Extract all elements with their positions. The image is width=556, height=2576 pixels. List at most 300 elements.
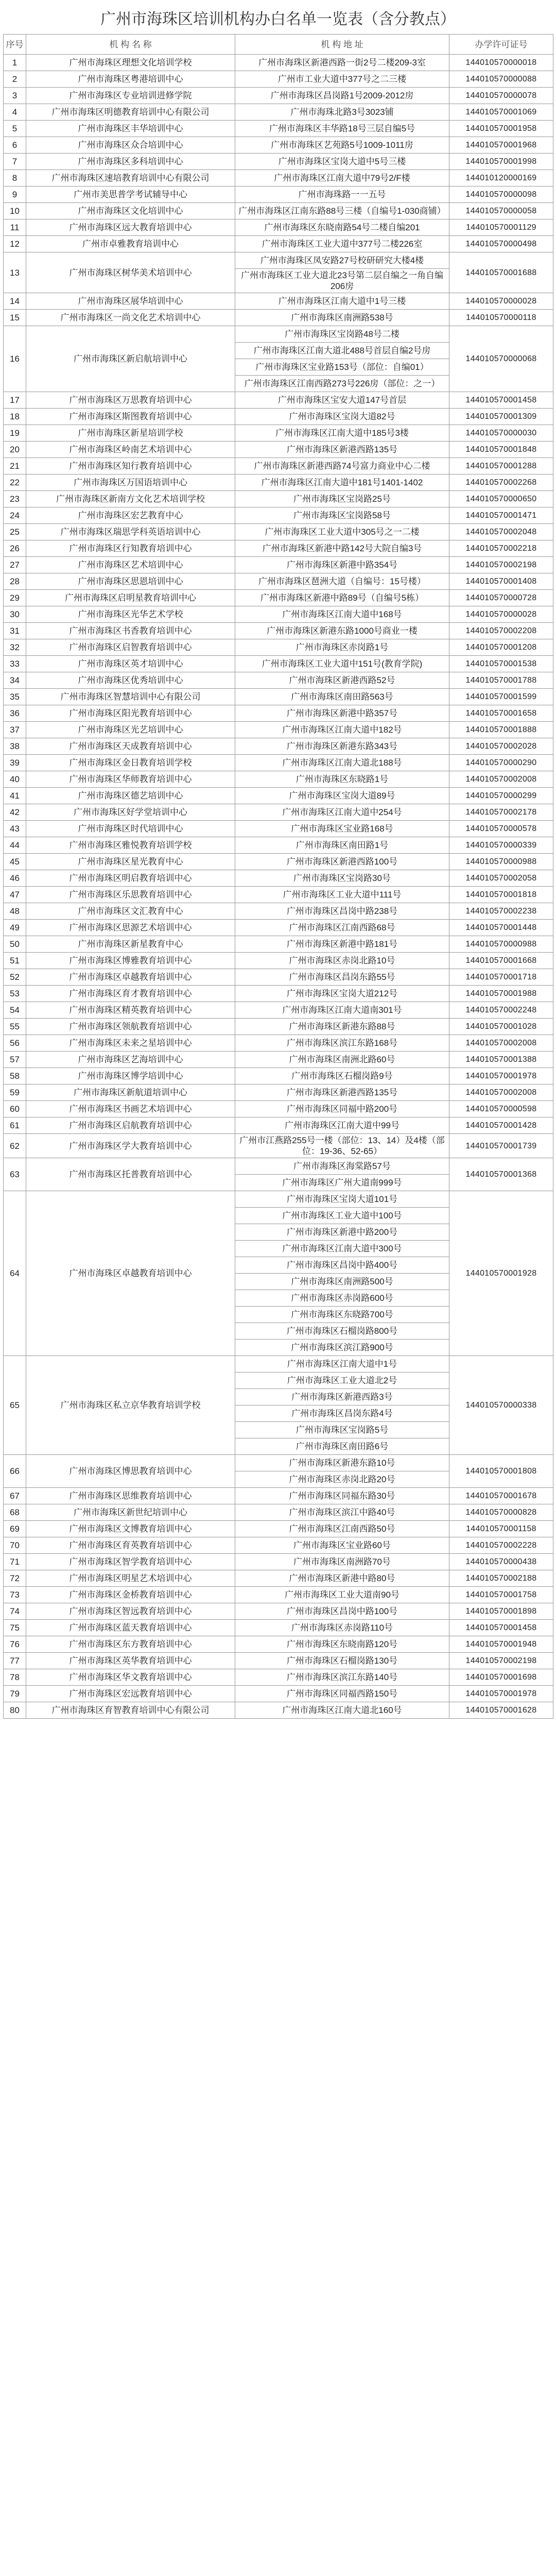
table-row bbox=[4, 1537, 553, 1554]
row-index: 34 bbox=[4, 672, 26, 689]
table-row bbox=[4, 903, 553, 920]
institution-address: 广州市海珠区江南大道中1号三楼 bbox=[235, 293, 449, 310]
license-number: 144010570000088 bbox=[449, 71, 553, 88]
table-row bbox=[4, 219, 553, 236]
institution-address: 广州市海珠区南洲路538号 bbox=[235, 310, 449, 326]
institution-address: 广州市海珠区凤安路27号校研研究大楼4楼 bbox=[235, 252, 449, 269]
institution-name: 广州市海珠区速培教育培训中心有限公司 bbox=[26, 170, 235, 187]
row-index: 37 bbox=[4, 722, 26, 738]
institution-name: 广州市海珠区远大教育培训中心 bbox=[26, 219, 235, 236]
institution-name: 广州市海珠区博雅教育培训中心 bbox=[26, 953, 235, 969]
institution-address: 广州市海珠区广州大道南999号 bbox=[235, 1175, 449, 1191]
table-row bbox=[4, 656, 553, 672]
license-number: 144010570001668 bbox=[449, 953, 553, 969]
license-number: 144010570001288 bbox=[449, 458, 553, 474]
institution-address: 广州市海珠区宝业路60号 bbox=[235, 1537, 449, 1554]
institution-address: 广州市海珠区江南大道中300号 bbox=[235, 1241, 449, 1257]
institution-address: 广州市海珠区江南大道中181号1401-1402 bbox=[235, 474, 449, 491]
table-row bbox=[4, 1002, 553, 1019]
institution-name: 广州市海珠区思恩培训中心 bbox=[26, 573, 235, 590]
institution-address: 广州市海珠区宝岗大道中5号三楼 bbox=[235, 154, 449, 170]
license-number: 144010570000338 bbox=[449, 1356, 553, 1455]
institution-address: 广州市海珠区石榴岗路9号 bbox=[235, 1068, 449, 1084]
institution-name: 广州市海珠区好学堂培训中心 bbox=[26, 804, 235, 821]
license-number: 144010570002178 bbox=[449, 804, 553, 821]
table-row bbox=[4, 104, 553, 121]
institution-name: 广州市海珠区英才培训中心 bbox=[26, 656, 235, 672]
institution-name: 广州市海珠区思维教育培训中心 bbox=[26, 1488, 235, 1504]
institution-address: 广州市海珠区新港中路200号 bbox=[235, 1224, 449, 1241]
license-number: 144010570002008 bbox=[449, 771, 553, 788]
institution-address: 广州市海珠区江南大道中254号 bbox=[235, 804, 449, 821]
institution-name: 广州市海珠区学大教育培训中心 bbox=[26, 1134, 235, 1158]
table-row bbox=[4, 623, 553, 639]
table-row bbox=[4, 755, 553, 771]
institution-address: 广州市海珠区南田路6号 bbox=[235, 1438, 449, 1455]
license-number: 144010570001788 bbox=[449, 672, 553, 689]
institution-name: 广州市海珠区斯图教育培训中心 bbox=[26, 409, 235, 425]
institution-name: 广州市海珠区思源艺术培训中心 bbox=[26, 920, 235, 936]
license-number: 144010570002058 bbox=[449, 870, 553, 887]
institution-name: 广州市海珠区新南方文化艺术培训学校 bbox=[26, 491, 235, 507]
table-row bbox=[4, 1488, 553, 1504]
license-number: 144010570001388 bbox=[449, 1052, 553, 1068]
institution-address: 广州市海珠区石榴岗路130号 bbox=[235, 1653, 449, 1669]
license-number: 144010570001888 bbox=[449, 722, 553, 738]
institution-name: 广州市海珠区新世纪培训中心 bbox=[26, 1504, 235, 1521]
license-number: 144010570001978 bbox=[449, 1068, 553, 1084]
license-number: 144010570001678 bbox=[449, 1488, 553, 1504]
institution-address: 广州市工业大道中377号之二三楼 bbox=[235, 71, 449, 88]
row-index: 41 bbox=[4, 788, 26, 804]
table-row bbox=[4, 722, 553, 738]
institution-name: 广州市海珠区明星艺术培训中心 bbox=[26, 1570, 235, 1587]
institution-name: 广州市海珠区万国语培训中心 bbox=[26, 474, 235, 491]
institution-name: 广州市海珠区智远教育培训中心 bbox=[26, 1603, 235, 1620]
license-number: 144010570000290 bbox=[449, 755, 553, 771]
row-index: 21 bbox=[4, 458, 26, 474]
license-number: 144010570002238 bbox=[449, 903, 553, 920]
row-index: 4 bbox=[4, 104, 26, 121]
institution-name: 广州市海珠区行知教育培训中心 bbox=[26, 540, 235, 557]
institution-address: 广州市海珠区丰华路18号三层自编5号 bbox=[235, 121, 449, 137]
institution-address: 广州市海珠区新港中路181号 bbox=[235, 936, 449, 953]
table-row bbox=[4, 293, 553, 310]
institution-address: 广州市海珠区江南大道北160号 bbox=[235, 1702, 449, 1719]
institution-address: 广州市海珠区新港东路1000号商业一楼 bbox=[235, 623, 449, 639]
row-index: 17 bbox=[4, 392, 26, 409]
institution-address: 广州市海珠区赤岗北路20号 bbox=[235, 1471, 449, 1488]
institution-name: 广州市海珠区文化培训中心 bbox=[26, 203, 235, 219]
license-number: 144010570001129 bbox=[449, 219, 553, 236]
institution-address: 广州市海珠区昌岗中路238号 bbox=[235, 903, 449, 920]
row-index: 12 bbox=[4, 236, 26, 252]
institution-address: 广州市海珠区同福中路200号 bbox=[235, 1101, 449, 1117]
table-row bbox=[4, 442, 553, 458]
institution-name: 广州市海珠区新启航培训中心 bbox=[26, 326, 235, 392]
institution-address: 广州市海珠区赤岗路110号 bbox=[235, 1620, 449, 1636]
table-row bbox=[4, 252, 553, 269]
row-index: 49 bbox=[4, 920, 26, 936]
institution-name: 广州市海珠区智学教育培训中心 bbox=[26, 1554, 235, 1570]
row-index: 13 bbox=[4, 252, 26, 293]
license-number: 144010570001599 bbox=[449, 689, 553, 705]
row-index: 16 bbox=[4, 326, 26, 392]
row-index: 54 bbox=[4, 1002, 26, 1019]
row-index: 22 bbox=[4, 474, 26, 491]
table-row bbox=[4, 573, 553, 590]
institution-name: 广州市海珠区智慧培训中心有限公司 bbox=[26, 689, 235, 705]
institution-address: 广州市海珠区新港西路135号 bbox=[235, 1084, 449, 1101]
license-number: 144010570000988 bbox=[449, 854, 553, 870]
institution-name: 广州市海珠区卓越教育培训中心 bbox=[26, 969, 235, 986]
license-number: 144010570002248 bbox=[449, 1002, 553, 1019]
row-index: 35 bbox=[4, 689, 26, 705]
license-number: 144010570002188 bbox=[449, 1570, 553, 1587]
institution-name: 广州市海珠区新星教育中心 bbox=[26, 936, 235, 953]
license-number: 144010570002268 bbox=[449, 474, 553, 491]
institution-address: 广州市海珠区工业大道中377号二楼226室 bbox=[235, 236, 449, 252]
table-row bbox=[4, 1504, 553, 1521]
row-index: 66 bbox=[4, 1455, 26, 1488]
table-row bbox=[4, 507, 553, 524]
row-index: 36 bbox=[4, 705, 26, 722]
institution-address: 广州市海珠区新港西路74号富力商业中心二楼 bbox=[235, 458, 449, 474]
institution-address: 广州市海珠区新港中路89号（自编号5栋） bbox=[235, 590, 449, 606]
row-index: 51 bbox=[4, 953, 26, 969]
license-number: 144010570001698 bbox=[449, 1669, 553, 1686]
table-row bbox=[4, 590, 553, 606]
row-index: 71 bbox=[4, 1554, 26, 1570]
institution-address: 广州市海珠区江南大道中1号 bbox=[235, 1356, 449, 1372]
institution-name: 广州市海珠区启智教育培训中心 bbox=[26, 639, 235, 656]
institution-address: 广州市海珠区东晓南路120号 bbox=[235, 1636, 449, 1653]
row-index: 5 bbox=[4, 121, 26, 137]
row-index: 25 bbox=[4, 524, 26, 540]
row-index: 23 bbox=[4, 491, 26, 507]
institution-address: 广州市海珠区同福西路150号 bbox=[235, 1686, 449, 1702]
table-row bbox=[4, 154, 553, 170]
table-row bbox=[4, 788, 553, 804]
institution-address: 广州市海珠区南洲北路60号 bbox=[235, 1052, 449, 1068]
table-row bbox=[4, 1019, 553, 1035]
license-number: 144010570000068 bbox=[449, 326, 553, 392]
institution-address: 广州市海珠区宝安大道147号首层 bbox=[235, 392, 449, 409]
table-row bbox=[4, 1356, 553, 1372]
license-number: 144010570001538 bbox=[449, 656, 553, 672]
table-row bbox=[4, 1052, 553, 1068]
table-row bbox=[4, 310, 553, 326]
institution-name: 广州市海珠区树华美术培训中心 bbox=[26, 252, 235, 293]
table-row bbox=[4, 1455, 553, 1471]
institution-address: 广州市海珠区江南大道北488号首层自编2号房 bbox=[235, 343, 449, 359]
license-number: 144010570000339 bbox=[449, 837, 553, 854]
institution-name: 广州市海珠区展华培训中心 bbox=[26, 293, 235, 310]
row-index: 59 bbox=[4, 1084, 26, 1101]
license-number: 144010570001208 bbox=[449, 639, 553, 656]
institution-address: 广州市海珠区工业大道北2号 bbox=[235, 1372, 449, 1389]
institution-name: 广州市海珠区博思教育培训中心 bbox=[26, 1455, 235, 1488]
institution-name: 广州市海珠区育智教育培训中心有限公司 bbox=[26, 1702, 235, 1719]
license-number: 144010570001428 bbox=[449, 1117, 553, 1134]
institution-address: 广州市海珠区工业大道中100号 bbox=[235, 1208, 449, 1224]
institution-name: 广州市海珠区雅悦教育培训学校 bbox=[26, 837, 235, 854]
column-header-name: 机 构 名 称 bbox=[26, 35, 235, 55]
license-number: 144010570001471 bbox=[449, 507, 553, 524]
institution-address: 广州市海珠区石榴岗路800号 bbox=[235, 1323, 449, 1340]
table-row bbox=[4, 540, 553, 557]
institution-name: 广州市海珠区时代培训中心 bbox=[26, 821, 235, 837]
row-index: 80 bbox=[4, 1702, 26, 1719]
license-number: 144010570001978 bbox=[449, 1686, 553, 1702]
license-number: 144010570000098 bbox=[449, 187, 553, 203]
table-row bbox=[4, 887, 553, 903]
row-index: 79 bbox=[4, 1686, 26, 1702]
row-index: 48 bbox=[4, 903, 26, 920]
table-row bbox=[4, 1521, 553, 1537]
institution-name: 广州市海珠区书香教育培训中心 bbox=[26, 623, 235, 639]
row-index: 43 bbox=[4, 821, 26, 837]
table-row bbox=[4, 557, 553, 573]
institution-address: 广州市海珠区滨江中路40号 bbox=[235, 1504, 449, 1521]
row-index: 38 bbox=[4, 738, 26, 755]
table-row bbox=[4, 1653, 553, 1669]
institution-address: 广州市海珠区宝岗大道89号 bbox=[235, 788, 449, 804]
row-index: 62 bbox=[4, 1134, 26, 1158]
institution-address: 广州市海珠区新港中路142号大院自编3号 bbox=[235, 540, 449, 557]
institution-name: 广州市海珠区艺海培训中心 bbox=[26, 1052, 235, 1068]
license-number: 144010570000078 bbox=[449, 88, 553, 104]
row-index: 32 bbox=[4, 639, 26, 656]
row-index: 76 bbox=[4, 1636, 26, 1653]
row-index: 15 bbox=[4, 310, 26, 326]
table-row bbox=[4, 936, 553, 953]
table-row bbox=[4, 1669, 553, 1686]
institution-address: 广州市海珠区工业大道北23号第二层自编之一角自编206房 bbox=[235, 269, 449, 293]
license-number: 144010570000598 bbox=[449, 1101, 553, 1117]
row-index: 69 bbox=[4, 1521, 26, 1537]
row-index: 3 bbox=[4, 88, 26, 104]
row-index: 67 bbox=[4, 1488, 26, 1504]
institution-name: 广州市海珠区书画艺术培训中心 bbox=[26, 1101, 235, 1117]
license-number: 144010570001948 bbox=[449, 1636, 553, 1653]
institution-address: 广州市海珠区南洲路500号 bbox=[235, 1274, 449, 1290]
institution-address: 广州市海珠区宝岗大道101号 bbox=[235, 1191, 449, 1208]
table-row bbox=[4, 1035, 553, 1052]
institution-name: 广州市海珠区金日教育培训学校 bbox=[26, 755, 235, 771]
institution-name: 广州市海珠区明启教育培训中心 bbox=[26, 870, 235, 887]
institution-name: 广州市海珠区博学培训中心 bbox=[26, 1068, 235, 1084]
license-number: 144010570001898 bbox=[449, 1603, 553, 1620]
table-row bbox=[4, 236, 553, 252]
row-index: 46 bbox=[4, 870, 26, 887]
institution-address: 广州市海珠区江南西路50号 bbox=[235, 1521, 449, 1537]
row-index: 26 bbox=[4, 540, 26, 557]
license-number: 144010570001818 bbox=[449, 887, 553, 903]
row-index: 1 bbox=[4, 55, 26, 71]
license-number: 144010570001998 bbox=[449, 154, 553, 170]
institution-name: 广州市海珠区理想文化培训学校 bbox=[26, 55, 235, 71]
license-number: 144010570000650 bbox=[449, 491, 553, 507]
row-index: 27 bbox=[4, 557, 26, 573]
license-number: 144010570001718 bbox=[449, 969, 553, 986]
row-index: 63 bbox=[4, 1158, 26, 1191]
institution-address: 广州市海珠区滨江路900号 bbox=[235, 1340, 449, 1356]
row-index: 2 bbox=[4, 71, 26, 88]
row-index: 44 bbox=[4, 837, 26, 854]
institution-address: 广州市海珠区滨江东路168号 bbox=[235, 1035, 449, 1052]
license-number: 144010570000028 bbox=[449, 606, 553, 623]
institution-address: 广州市海珠区新港中路357号 bbox=[235, 705, 449, 722]
license-number: 144010570001968 bbox=[449, 137, 553, 154]
row-index: 72 bbox=[4, 1570, 26, 1587]
row-index: 55 bbox=[4, 1019, 26, 1035]
institution-address: 广州市海珠区工业大道中305号之一二楼 bbox=[235, 524, 449, 540]
license-number: 144010570000438 bbox=[449, 1554, 553, 1570]
table-row bbox=[4, 121, 553, 137]
table-row bbox=[4, 821, 553, 837]
row-index: 78 bbox=[4, 1669, 26, 1686]
institution-name: 广州市海珠区阳光教育培训中心 bbox=[26, 705, 235, 722]
institution-address: 广州市海珠区琶洲大道（自编号：15号楼） bbox=[235, 573, 449, 590]
institution-address: 广州市海珠区东晓路1号 bbox=[235, 771, 449, 788]
institution-address: 广州市海珠区宝岗大道82号 bbox=[235, 409, 449, 425]
row-index: 28 bbox=[4, 573, 26, 590]
table-header bbox=[4, 35, 553, 55]
table-row bbox=[4, 524, 553, 540]
table-row bbox=[4, 986, 553, 1002]
table-row bbox=[4, 1686, 553, 1702]
institution-address: 广州市海珠区宝岗路58号 bbox=[235, 507, 449, 524]
table-row bbox=[4, 71, 553, 88]
institution-name: 广州市海珠区托普教育培训中心 bbox=[26, 1158, 235, 1191]
license-number: 144010570001069 bbox=[449, 104, 553, 121]
institution-name: 广州市海珠区新星培训学校 bbox=[26, 425, 235, 442]
institution-address: 广州市海珠区新港东路343号 bbox=[235, 738, 449, 755]
license-number: 144010570000988 bbox=[449, 936, 553, 953]
license-number: 144010570002208 bbox=[449, 623, 553, 639]
row-index: 18 bbox=[4, 409, 26, 425]
license-number: 144010570002008 bbox=[449, 1035, 553, 1052]
institution-address: 广州市海珠区同福东路30号 bbox=[235, 1488, 449, 1504]
institution-name: 广州市海珠区光华艺术学校 bbox=[26, 606, 235, 623]
table-row bbox=[4, 1158, 553, 1175]
institution-name: 广州市卓雅教育培训中心 bbox=[26, 236, 235, 252]
license-number: 144010570001458 bbox=[449, 1620, 553, 1636]
license-number: 144010570000728 bbox=[449, 590, 553, 606]
whitelist-table bbox=[3, 34, 553, 1719]
institution-address: 广州市海珠区南田路563号 bbox=[235, 689, 449, 705]
institution-address: 广州市海珠区宝岗路25号 bbox=[235, 491, 449, 507]
row-index: 61 bbox=[4, 1117, 26, 1134]
license-number: 144010570000498 bbox=[449, 236, 553, 252]
institution-name: 广州市海珠区英华教育培训中心 bbox=[26, 1653, 235, 1669]
institution-address: 广州市海珠区宝岗路5号 bbox=[235, 1422, 449, 1438]
institution-address: 广州市海珠区新港西路100号 bbox=[235, 854, 449, 870]
license-number: 144010570001758 bbox=[449, 1587, 553, 1603]
institution-address: 广州市海珠区江南大道中185号3楼 bbox=[235, 425, 449, 442]
row-index: 57 bbox=[4, 1052, 26, 1068]
institution-name: 广州市海珠区金桥教育培训中心 bbox=[26, 1587, 235, 1603]
institution-name: 广州市海珠区卓越教育培训中心 bbox=[26, 1191, 235, 1356]
table-row bbox=[4, 672, 553, 689]
license-number: 144010570000828 bbox=[449, 1504, 553, 1521]
row-index: 50 bbox=[4, 936, 26, 953]
row-index: 68 bbox=[4, 1504, 26, 1521]
page-title: 广州市海珠区培训机构办白名单一览表（含分教点） bbox=[100, 11, 456, 28]
column-header-license: 办学许可证号 bbox=[449, 35, 553, 55]
row-index: 77 bbox=[4, 1653, 26, 1669]
row-index: 73 bbox=[4, 1587, 26, 1603]
institution-address: 广州市海珠区宝业路153号（部位：自编01） bbox=[235, 359, 449, 376]
institution-address: 广州市海珠区南田路1号 bbox=[235, 837, 449, 854]
row-index: 40 bbox=[4, 771, 26, 788]
table-row bbox=[4, 771, 553, 788]
institution-name: 广州市海珠区私立京华教育培训学校 bbox=[26, 1356, 235, 1455]
row-index: 29 bbox=[4, 590, 26, 606]
table-row bbox=[4, 870, 553, 887]
license-number: 144010570001368 bbox=[449, 1158, 553, 1191]
institution-address: 广州市海珠北路3号3023铺 bbox=[235, 104, 449, 121]
row-index: 64 bbox=[4, 1191, 26, 1356]
license-number: 144010570001739 bbox=[449, 1134, 553, 1158]
license-number: 144010570000018 bbox=[449, 55, 553, 71]
row-index: 45 bbox=[4, 854, 26, 870]
institution-name: 广州市海珠区宏艺教育中心 bbox=[26, 507, 235, 524]
institution-address: 广州市海珠区昌岗中路100号 bbox=[235, 1603, 449, 1620]
row-index: 11 bbox=[4, 219, 26, 236]
table-row bbox=[4, 969, 553, 986]
license-number: 144010570002198 bbox=[449, 557, 553, 573]
license-number: 144010570000299 bbox=[449, 788, 553, 804]
institution-address: 广州市海珠区工业大道中151号(教育学院) bbox=[235, 656, 449, 672]
table-row bbox=[4, 705, 553, 722]
institution-address: 广州市海珠区昌岗东路55号 bbox=[235, 969, 449, 986]
institution-address: 广州市海珠区南洲路70号 bbox=[235, 1554, 449, 1570]
institution-address: 广州市海珠区江南大道北188号 bbox=[235, 755, 449, 771]
institution-name: 广州市海珠区天成教育培训中心 bbox=[26, 738, 235, 755]
institution-address: 广州市海珠区江南大道中79号2/F楼 bbox=[235, 170, 449, 187]
institution-address: 广州市海珠区东晓路700号 bbox=[235, 1307, 449, 1323]
license-number: 144010570000058 bbox=[449, 203, 553, 219]
table-row bbox=[4, 88, 553, 104]
table-row bbox=[4, 1117, 553, 1134]
institution-name: 广州市海珠区领航教育培训中心 bbox=[26, 1019, 235, 1035]
license-number: 144010570001688 bbox=[449, 252, 553, 293]
institution-address: 广州市海珠区新港西路52号 bbox=[235, 672, 449, 689]
table-row bbox=[4, 639, 553, 656]
table-row bbox=[4, 738, 553, 755]
institution-name: 广州市海珠区万思教育培训中心 bbox=[26, 392, 235, 409]
table-row bbox=[4, 1587, 553, 1603]
institution-address: 广州市海珠区新港东路88号 bbox=[235, 1019, 449, 1035]
table-row bbox=[4, 689, 553, 705]
table-row bbox=[4, 1134, 553, 1158]
institution-name: 广州市海珠区育英教育培训中心 bbox=[26, 1537, 235, 1554]
license-number: 144010570001848 bbox=[449, 442, 553, 458]
institution-address: 广州市海珠区昌岗东路4号 bbox=[235, 1405, 449, 1422]
license-number: 144010570001658 bbox=[449, 705, 553, 722]
row-index: 47 bbox=[4, 887, 26, 903]
table-row bbox=[4, 837, 553, 854]
institution-address: 广州市海珠区江南东路88号三楼（自编号1-030商铺） bbox=[235, 203, 449, 219]
license-number: 144010570001988 bbox=[449, 986, 553, 1002]
institution-name: 广州市海珠区艺术培训中心 bbox=[26, 557, 235, 573]
table-row bbox=[4, 1636, 553, 1653]
institution-address: 广州市江燕路255号一楼（部位：13、14）及4楼（部位：19-36、52-65） bbox=[235, 1134, 449, 1158]
institution-address: 广州市海珠区新港西路3号 bbox=[235, 1389, 449, 1405]
institution-name: 广州市海珠区乐思教育培训中心 bbox=[26, 887, 235, 903]
